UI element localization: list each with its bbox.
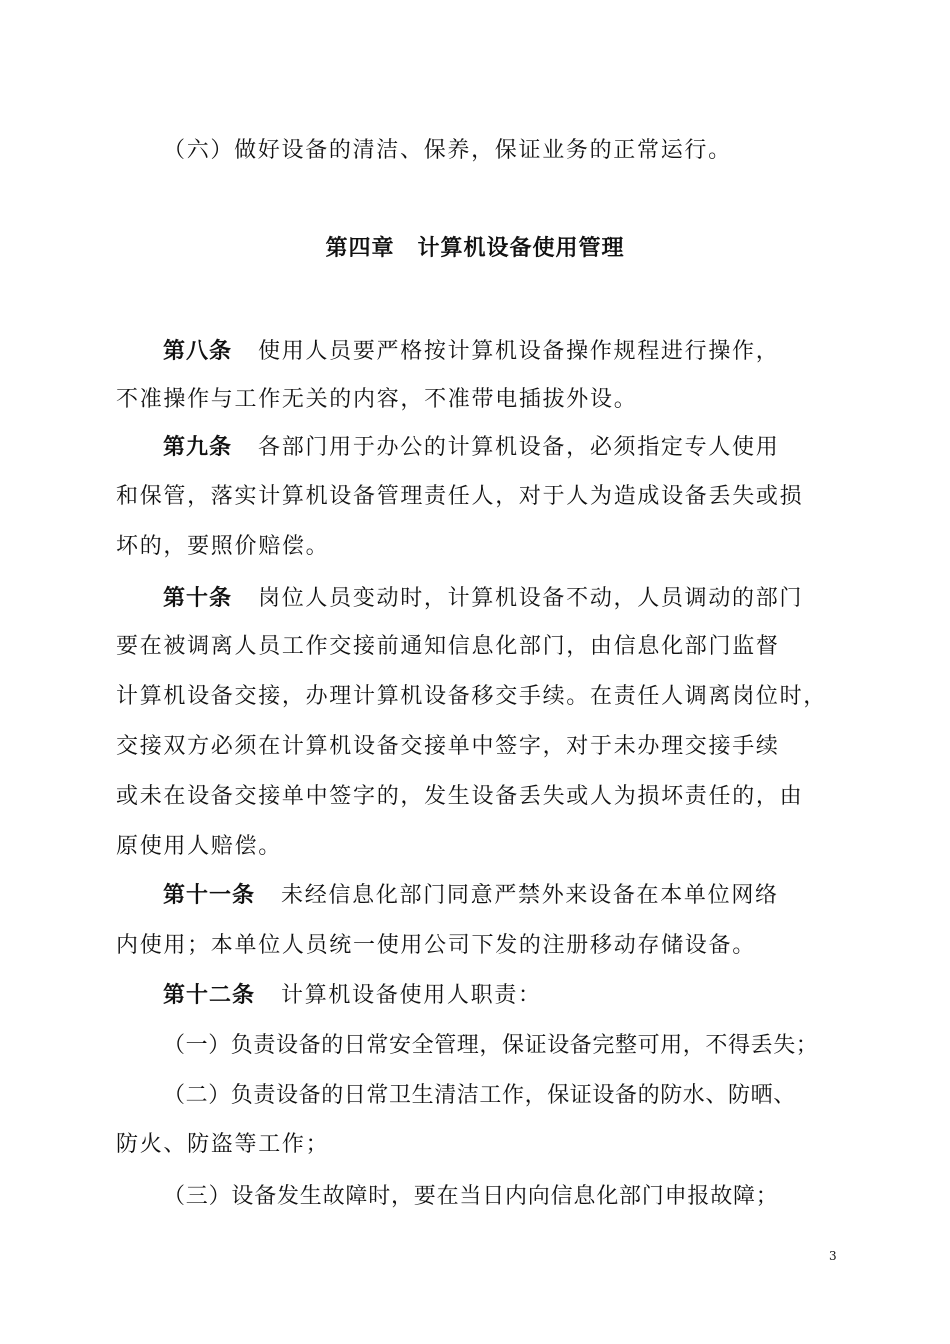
article-10-line-6: 原使用人赔偿。	[116, 834, 282, 859]
article-11-text: 未经信息化部门同意严禁外来设备在本单位网络	[281, 883, 779, 908]
article-9-label: 第九条	[163, 435, 233, 460]
article-12-text: 计算机设备使用人职责：	[281, 983, 542, 1008]
article-9-line-2: 和保管，落实计算机设备管理责任人，对于人为造成设备丢失或损	[116, 484, 804, 509]
chapter-4-title: 第四章 计算机设备使用管理	[325, 236, 625, 261]
article-12-line-1	[163, 981, 542, 1011]
article-12-label: 第十二条	[163, 983, 256, 1008]
article-12-item-3: （三）设备发生故障时，要在当日内向信息化部门申报故障；	[163, 1184, 779, 1209]
article-8-label: 第八条	[163, 339, 233, 364]
article-8-line-2: 不准操作与工作无关的内容，不准带电插拔外设。	[116, 387, 638, 412]
article-12-item-2-line-1: （二）负责设备的日常卫生清洁工作，保证设备的防水、防晒、	[163, 1083, 796, 1108]
article-9-text: 各部门用于办公的计算机设备，必须指定专人使用	[258, 435, 780, 460]
item-6-paragraph: （六）做好设备的清洁、保养，保证业务的正常运行。	[163, 138, 732, 163]
article-9-line-3: 坏的，要照价赔偿。	[116, 534, 330, 559]
article-10-line-4: 交接双方必须在计算机设备交接单中签字，对于未办理交接手续	[116, 734, 780, 759]
article-10-line-2: 要在被调离人员工作交接前通知信息化部门，由信息化部门监督	[116, 634, 780, 659]
article-12-item-1: （一）负责设备的日常安全管理，保证设备完整可用，不得丢失；	[163, 1033, 819, 1058]
page-number: 3	[829, 1249, 837, 1263]
article-11-label: 第十一条	[163, 883, 256, 908]
article-11-line-1	[163, 881, 779, 911]
article-10-label: 第十条	[163, 586, 233, 611]
article-10-line-1	[163, 584, 803, 614]
article-11-line-2: 内使用；本单位人员统一使用公司下发的注册移动存储设备。	[116, 933, 756, 958]
article-8-line-1	[163, 337, 779, 367]
article-8-text: 使用人员要严格按计算机设备操作规程进行操作，	[258, 339, 780, 364]
article-10-line-3: 计算机设备交接，办理计算机设备移交手续。在责任人调离岗位时，	[116, 684, 828, 709]
article-12-item-2-line-2: 防火、防盗等工作；	[116, 1132, 330, 1157]
article-9-line-1	[163, 433, 779, 463]
article-10-text: 岗位人员变动时，计算机设备不动，人员调动的部门	[258, 586, 804, 611]
article-10-line-5: 或未在设备交接单中签字的，发生设备丢失或人为损坏责任的，由	[116, 784, 804, 809]
